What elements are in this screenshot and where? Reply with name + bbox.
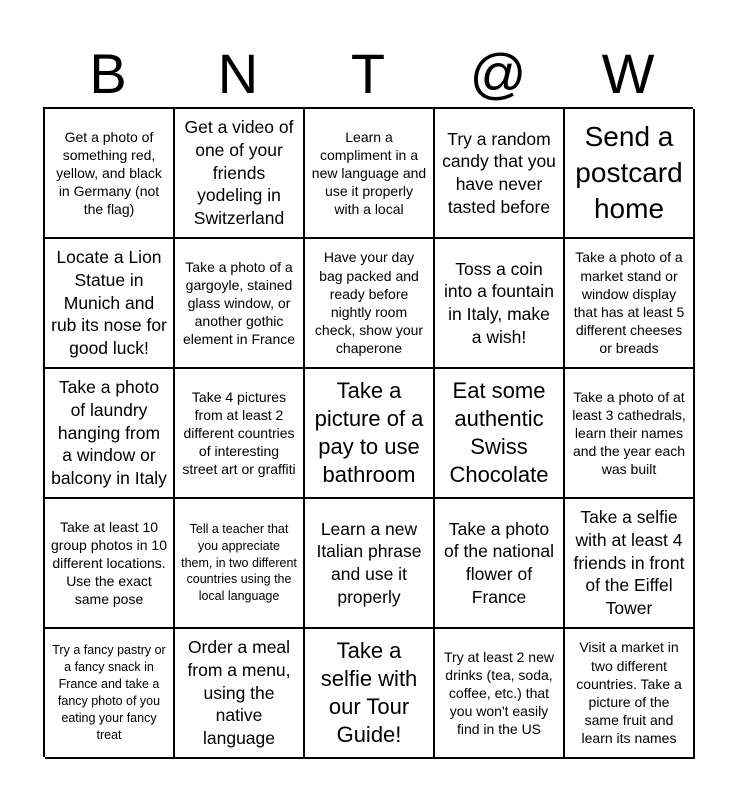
cell-text: Take a photo of the national flower of France [444, 518, 554, 607]
bingo-cell[interactable] [305, 239, 435, 369]
cell-text: Have your day bag packed and ready before nightly room check, show your chaperone [314, 249, 424, 357]
bingo-cell[interactable] [435, 369, 565, 499]
bingo-cell[interactable] [175, 109, 305, 239]
header-letter-t: T [350, 42, 386, 105]
cell-text: Order a meal from a menu, using the native language [187, 637, 291, 749]
header-letter-n: N [217, 42, 259, 105]
bingo-cell[interactable] [305, 109, 435, 239]
bingo-board [43, 107, 693, 757]
bingo-cell[interactable] [565, 499, 695, 629]
cell-text: Try a random candy that you have never tasted before [442, 128, 556, 217]
cell-text: Try at least 2 new drinks (tea, soda, coffee, etc.) that you won't easily find in the US [444, 648, 554, 738]
cell-text: Get a photo of something red, yellow, and black in Germany (not the flag) [56, 128, 162, 218]
cell-text: Learn a compliment in a new language and use it properly with a local [311, 128, 427, 218]
bingo-cell[interactable] [175, 239, 305, 369]
cell-text: Try a fancy pastry or a fancy snack in France and take a fancy photo of you eating your fancy treat [52, 643, 166, 742]
bingo-header [43, 40, 693, 108]
header-letter-w: W [601, 42, 655, 105]
cell-text: Take a photo of a market stand or window display that has at least 5 different cheeses or breads [573, 249, 685, 357]
bingo-cell[interactable] [45, 239, 175, 369]
bingo-cell[interactable] [45, 369, 175, 499]
bingo-cell[interactable] [435, 629, 565, 759]
cell-text: Take a photo of laundry hanging from a window or balcony in Italy [51, 377, 167, 489]
cell-text: Get a video of one of your friends yodeling in Switzerland [184, 117, 294, 229]
cell-text: Take a photo of a gargoyle, stained glass window, or another gothic element in France [182, 258, 296, 348]
bingo-cell[interactable] [45, 109, 175, 239]
cell-text: Take a selfie with at least 4 friends in front of the Eiffel Tower [573, 507, 685, 619]
cell-text: Eat some authentic Swiss Chocolate [449, 378, 549, 487]
bingo-cell[interactable] [565, 629, 695, 759]
cell-text: Take at least 10 group photos in 10 different locations. Use the exact same pose [51, 518, 167, 608]
bingo-cell[interactable] [305, 499, 435, 629]
bingo-cell[interactable] [175, 629, 305, 759]
cell-text: Tell a teacher that you appreciate them, in two different countries using the local language [181, 521, 297, 604]
bingo-cell[interactable] [435, 109, 565, 239]
bingo-cell[interactable] [565, 369, 695, 499]
bingo-cell[interactable] [175, 369, 305, 499]
bingo-cell[interactable] [305, 629, 435, 759]
cell-text: Take a selfie with our Tour Guide! [320, 638, 418, 747]
bingo-cell[interactable] [435, 499, 565, 629]
cell-text: Toss a coin into a fountain in Italy, make a wish! [444, 258, 554, 347]
bingo-cell[interactable] [435, 239, 565, 369]
cell-text: Learn a new Italian phrase and use it properly [316, 518, 422, 607]
cell-text: Take a photo of at least 3 cathedrals, learn their names and the year each was built [572, 388, 686, 478]
cell-text: Send a postcard home [575, 121, 683, 224]
bingo-cell[interactable] [565, 109, 695, 239]
bingo-cell[interactable] [45, 629, 175, 759]
cell-text: Locate a Lion Statue in Munich and rub its nose for good luck! [51, 247, 167, 359]
bingo-cell[interactable] [565, 239, 695, 369]
bingo-cell[interactable] [305, 369, 435, 499]
bingo-cell[interactable] [175, 499, 305, 629]
cell-text: Take 4 pictures from at least 2 different countries of interesting street art or graffiti [182, 388, 296, 478]
header-letter-at: @ [469, 42, 527, 105]
cell-text: Visit a market in two different countries. Take a picture of the same fruit and learn its names [576, 639, 682, 747]
cell-text: Take a picture of a pay to use bathroom [314, 378, 424, 487]
bingo-cell[interactable] [45, 499, 175, 629]
header-letter-b: B [89, 42, 127, 105]
